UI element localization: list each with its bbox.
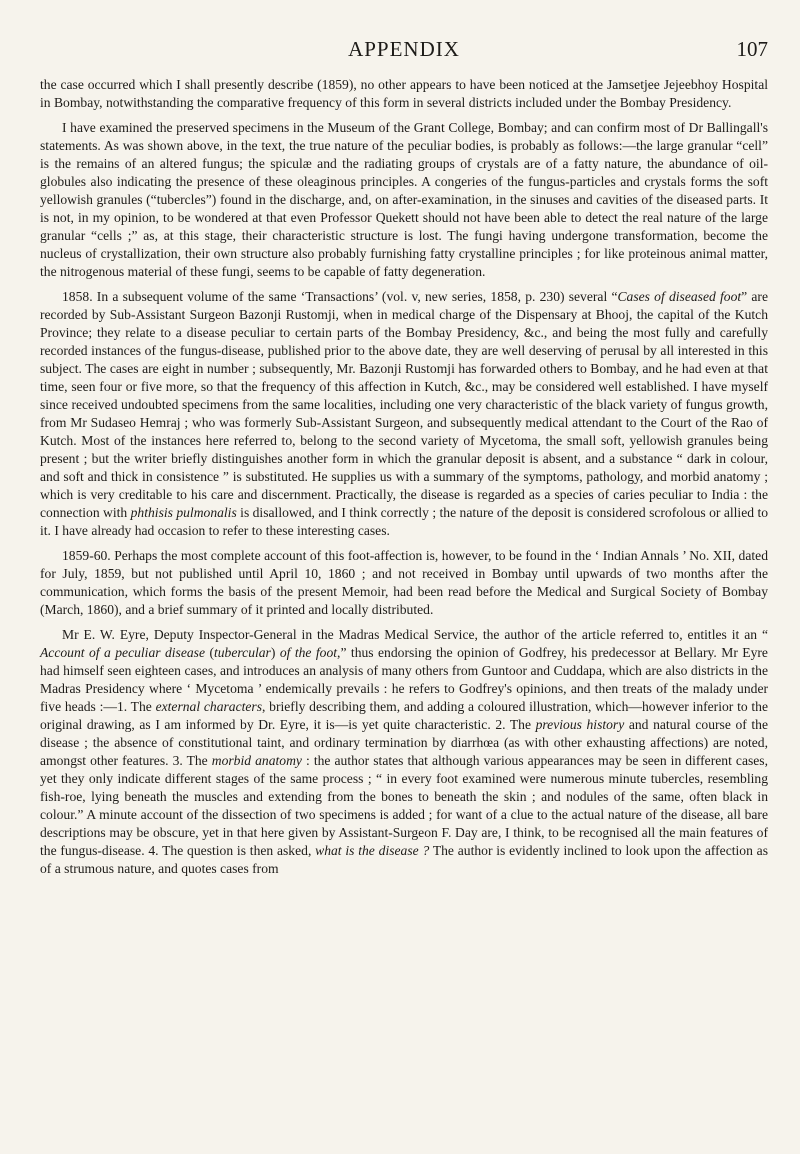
italic-text: tubercular xyxy=(213,645,271,660)
text-run: The author is evidently inclined to look upon the affection as of a strumous nature, and quotes cases from xyxy=(40,843,768,876)
italic-text: previous history xyxy=(535,717,625,732)
italic-text: phthisis pulmonalis xyxy=(130,505,237,520)
text-run: ” are recorded by Sub-Assistant Surgeon Bazonji Rustomji, when in medical charge of the Dispensary at Bhooj, the capital of the Kutch Province; they relate to a disease peculiar to certain parts of the Bombay Presidency, &c., and being the most fully and carefully recorded instances of the fungus-disease, published prior to the above date, they are well deserving of perusal by all interested in this subject. The cases are eight in number ; subsequently, Mr. Bazonji Rustomji has forwarded others to Bombay, and he had even at that time, seen four or five more, so that the frequency of this affection in Kutch, &c., may be considered well established. I have myself since received undoubted specimens from the same localities, including one very characteristic of the black variety of fungus growth, from Mr Sudaseo Hemraj ; who was formerly Sub-Assistant Surgeon, and subsequently medical attendant to the Court of the Rao of Kutch. Most of the instances here referred to, belong to the second variety of Mycetoma, the small soft, yellowish granules being present ; but the writer briefly distinguishes another form in which the granular deposit is absent, and a substance “ dark in colour, and soft and thick in consistence ” is substituted. He supplies us with a summary of the symptoms, pathology, and morbid anatomy ; which is very creditable to his care and discernment. Practically, the disease is regarded as a species of caries peculiar to India : the connection with xyxy=(40,289,768,520)
italic-text: what is the disease ? xyxy=(315,843,430,858)
text-run: 1858. In a subsequent volume of the same ‘Transactions’ (vol. v, new series, 1858, p. 230) several “ xyxy=(62,289,618,304)
text-run: ,” thus endorsing the opinion of Godfrey, his predecessor at Bellary. Mr Eyre had himself seen eighteen cases, and introduces an analysis of many others from Guntoor and Cuddapa, which are also districts in the Madras Presidency where ‘ Mycetoma ’ endemically prevails : he refers to Godfrey's opinions, and then treats of the malady under five heads :—1. The xyxy=(40,645,768,714)
text-run: and natural course of the disease ; the absence of constitutional taint, and ordinary termination by diarrhœa (as with other exhausting affections) are noted, amongst other features. 3. The xyxy=(40,717,768,768)
page-header xyxy=(40,37,768,63)
text-run: ) xyxy=(270,645,280,660)
text-run: ( xyxy=(205,645,214,660)
italic-text: external characters xyxy=(155,699,263,714)
paragraph xyxy=(40,288,768,540)
paragraph xyxy=(40,626,768,878)
text-run: is disallowed, and I think correctly ; the nature of the deposit is considered scrofolous or allied to it. I have already had occasion to refer to these interesting cases. xyxy=(40,505,769,538)
paragraph: I have examined the preserved specimens in the Museum of the Grant College, Bombay; and can confirm most of Dr Ballingall's statements. As was shown above, in the text, the true nature of the peculiar bodies, is probably as follows:—the large granular “cell” is the remains of an altered fungus; the spiculæ and the radiating groups of crystals are of a fatty nature, the abundance of oil-globules also indicating the presence of these oleaginous principles. A congeries of the fungus-particles and crystals forms the soft yellowish granules (“tubercles”) found in the discharge, and, on after-examination, in the sinuses and cavities of the diseased parts. It is not, in my opinion, to be wondered at that even Professor Quekett should not have been able to detect the real nature of the large granular “cells ;” as, at this stage, their characteristic structure is lost. The fungi having undergone transformation, become the nucleus of crystallization, their own structure also probably furnishing fatty crystalline principles ; for like proteinous animal matter, the nitrogenous material of these fungi, seems to be capable of fatty degeneration. xyxy=(40,120,768,279)
paragraph: the case occurred which I shall presently describe (1859), no other appears to have been noticed at the Jamsetjee Jejeebhoy Hospital in Bombay, notwithstanding the comparative frequency of this form in several districts included under the Bombay Presidency. xyxy=(40,77,768,110)
page-number: 107 xyxy=(736,37,768,61)
text-run: : the author states that although various appearances may be seen in different cases, yet they only indicate different stages of the same process ; “ in every foot examined were numerous minute tubercles, resembling fish-roe, lying beneath the muscles and extending from the bones to beneath the skin ; and nodules of the same, often black in colour.” A minute account of the dissection of two specimens is added ; for want of a clue to the actual nature of the disease, all bare descriptions may be obscure, yet in that here given by Assistant-Surgeon F. Day are, I think, to be recognised all the main features of the fungus-disease. 4. The question is then asked, xyxy=(40,753,768,858)
body-text xyxy=(40,76,768,885)
paragraph: 1859-60. Perhaps the most complete account of this foot-affection is, however, to be found in the ‘ Indian Annals ’ No. XII, dated for July, 1859, but not published until April 10, 1860 ; and not received in Bombay until upwards of two months after the communication, which forms the basis of the present Memoir, had been read before the Medical and Surgical Society of Bombay (March, 1860), and a brief summary of it printed and locally distributed. xyxy=(40,548,768,617)
italic-text: of the foot xyxy=(279,645,338,660)
text-run: Mr E. W. Eyre, Deputy Inspector-General in the Madras Medical Service, the author of the article referred to, entitles it an “ xyxy=(62,627,768,642)
italic-text: Cases of diseased foot xyxy=(617,289,742,304)
italic-text: morbid anatomy xyxy=(211,753,302,768)
text-run: , briefly describing them, and adding a coloured illustration, which—however inferior to the original drawing, as I am informed by Dr. Eyre, it is—is yet quite characteristic. 2. The xyxy=(40,699,769,732)
running-head: APPENDIX xyxy=(348,37,460,61)
italic-text: Account of a peculiar disease xyxy=(40,645,205,660)
